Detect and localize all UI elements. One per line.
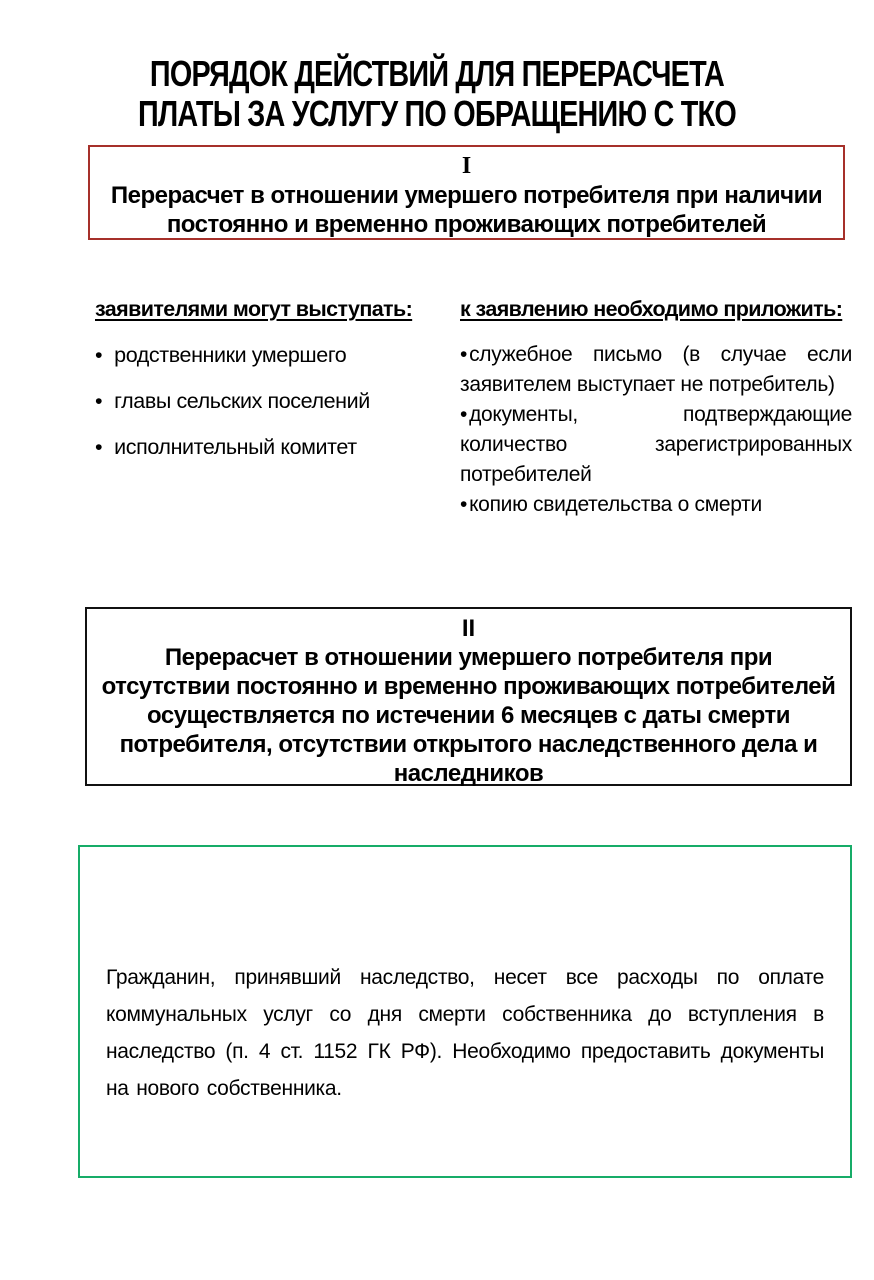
section-1-numeral: I <box>461 153 472 179</box>
bullet-icon: • <box>95 343 103 367</box>
inheritance-note-text: Гражданин, принявший наследство, несет все расходы по оплате коммунальных услуг со дня смерти собственника до вступления в наследство (п. 4 ст. 1152 ГК РФ). Необходимо предоставить документы на нового собственника. <box>106 966 824 1100</box>
applicant-item <box>95 432 445 462</box>
bullet-icon: • <box>460 493 468 516</box>
page-title <box>0 54 874 134</box>
attachment-item <box>460 340 852 400</box>
section-2-heading-line-2: отсутствии постоянно и временно проживающих потребителей <box>101 673 836 700</box>
inheritance-note-box <box>78 845 852 1178</box>
applicant-item-label: главы сельских поселений <box>114 389 370 413</box>
bullet-icon: • <box>460 403 468 426</box>
attachment-item-label: служебное письмо (в случае если заявителем выступает не потребитель) <box>460 343 852 396</box>
bullet-icon: • <box>95 389 103 413</box>
section-1-heading-line-1: Перерасчет в отношении умершего потребителя при наличии <box>110 182 823 209</box>
attachment-item <box>460 400 852 490</box>
section-2-numeral: II <box>461 615 476 642</box>
section-2-box <box>85 607 852 786</box>
attachments-column <box>460 296 852 520</box>
applicant-item-label: исполнительный комитет <box>114 435 357 459</box>
applicant-item <box>95 386 445 416</box>
section-2-heading-line-4: потребителя, отсутствии открытого наследственного дела и <box>119 731 818 758</box>
bullet-icon: • <box>460 343 468 366</box>
section-2-heading-line-5: наследников <box>393 760 544 787</box>
attachment-item <box>460 490 852 520</box>
applicant-item-label: родственники умершего <box>114 343 347 367</box>
bullet-icon: • <box>95 435 103 459</box>
section-1-box <box>88 145 845 240</box>
applicants-heading: заявителями могут выступать: <box>95 297 413 321</box>
attachments-heading: к заявлению необходимо приложить: <box>460 297 843 321</box>
attachment-item-label: копию свидетельства о смерти <box>469 493 762 516</box>
page-title-line-1: ПОРЯДОК ДЕЙСТВИЙ ДЛЯ ПЕРЕРАСЧЕТА <box>149 53 725 94</box>
section-1-heading-line-2: постоянно и временно проживающих потребителей <box>166 211 767 238</box>
applicant-item <box>95 340 445 370</box>
attachment-item-label: документы, подтверждающие количество зарегистрированных потребителей <box>460 403 852 486</box>
section-2-heading-line-1: Перерасчет в отношении умершего потребителя при <box>164 644 773 671</box>
applicants-column <box>95 296 445 478</box>
page-title-line-2: ПЛАТЫ ЗА УСЛУГУ ПО ОБРАЩЕНИЮ С ТКО <box>138 93 736 134</box>
section-2-heading-line-3: осуществляется по истечении 6 месяцев с даты смерти <box>147 702 790 729</box>
